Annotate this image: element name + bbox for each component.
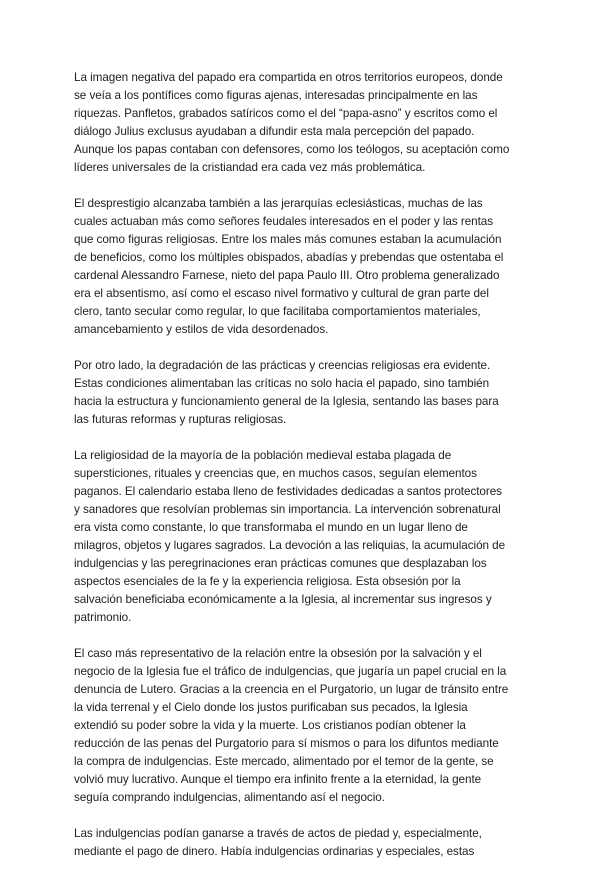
text-line: Las indulgencias podían ganarse a través de actos de piedad y, especialmente, bbox=[74, 827, 482, 840]
text-line: paganos. El calendario estaba lleno de festividades dedicadas a santos protectores bbox=[74, 485, 502, 498]
text-line: aspectos esenciales de la fe y la experiencia religiosa. Esta obsesión por la bbox=[74, 575, 461, 588]
text-line: amancebamiento y estilos de vida desordenados. bbox=[74, 323, 329, 336]
text-line: la compra de indulgencias. Este mercado, alimentado por el temor de la gente, se bbox=[74, 755, 494, 768]
text-line: indulgencias y las peregrinaciones eran prácticas comunes que desplazaban los bbox=[74, 557, 487, 570]
text-line: hacia la estructura y funcionamiento general de la Iglesia, sentando las bases para bbox=[74, 395, 499, 408]
paragraph-indulgence-types bbox=[74, 825, 526, 861]
text-line: La imagen negativa del papado era compartida en otros territorios europeos, donde bbox=[74, 71, 503, 84]
text-line: Por otro lado, la degradación de las prácticas y creencias religiosas era evidente. bbox=[74, 359, 491, 372]
paragraph-indulgence-trade bbox=[74, 645, 526, 807]
text-line: extendió su poder sobre la vida y la muerte. Los cristianos podían obtener la bbox=[74, 719, 466, 732]
text-line: se veía a los pontífices como figuras ajenas, interesadas principalmente en las bbox=[74, 89, 478, 102]
text-line: negocio de la Iglesia fue el tráfico de indulgencias, que jugaría un papel crucial en la bbox=[74, 665, 507, 678]
text-line: cuales actuaban más como señores feudales interesados en el poder y las rentas bbox=[74, 215, 494, 228]
text-line: mediante el pago de dinero. Había indulgencias ordinarias y especiales, estas bbox=[74, 845, 475, 858]
paragraph-religious-degradation bbox=[74, 357, 526, 429]
document-body bbox=[74, 69, 526, 879]
paragraph-hierarchy-discredit bbox=[74, 195, 526, 339]
text-line: seguía comprando indulgencias, alimentando así el negocio. bbox=[74, 791, 385, 804]
text-line: milagros, objetos y lugares sagrados. La devoción a las reliquias, la acumulación de bbox=[74, 539, 506, 552]
text-line: La religiosidad de la mayoría de la población medieval estaba plagada de bbox=[74, 449, 452, 462]
text-line: Estas condiciones alimentaban las críticas no solo hacia el papado, sino también bbox=[74, 377, 490, 390]
text-line: las futuras reformas y rupturas religiosas. bbox=[74, 413, 287, 426]
text-line: riquezas. Panfletos, grabados satíricos como el del “papa-asno” y escritos como el bbox=[74, 107, 498, 120]
paragraph-medieval-religiosity bbox=[74, 447, 526, 627]
text-line: era vista como constante, lo que transformaba el mundo en un lugar lleno de bbox=[74, 521, 468, 534]
text-line: patrimonio. bbox=[74, 611, 132, 624]
text-line: Aunque los papas contaban con defensores, como los teólogos, su aceptación como bbox=[74, 143, 510, 156]
text-line: clero, tanto secular como regular, lo que facilitaba comportamientos materiales, bbox=[74, 305, 481, 318]
paragraph-papal-image bbox=[74, 69, 526, 177]
text-line: era el absentismo, así como el escaso nivel formativo y cultural de gran parte del bbox=[74, 287, 489, 300]
text-line: denuncia de Lutero. Gracias a la creencia en el Purgatorio, un lugar de tránsito entre bbox=[74, 683, 509, 696]
text-line: la vida terrenal y el Cielo donde los justos purificaban sus pecados, la Iglesia bbox=[74, 701, 468, 714]
text-line: supersticiones, rituales y creencias que, en muchos casos, seguían elementos bbox=[74, 467, 477, 480]
text-line: volvió muy lucrativo. Aunque el tiempo era infinito frente a la eternidad, la gente bbox=[74, 773, 482, 786]
text-line: diálogo Julius exclusus ayudaban a difundir esta mala percepción del papado. bbox=[74, 125, 475, 138]
text-line: El desprestigio alcanzaba también a las jerarquías eclesiásticas, muchas de las bbox=[74, 197, 483, 210]
text-line: líderes universales de la cristiandad era cada vez más problemática. bbox=[74, 161, 426, 174]
text-line: salvación beneficiaba económicamente a la Iglesia, al incrementar sus ingresos y bbox=[74, 593, 492, 606]
text-line: cardenal Alessandro Farnese, nieto del papa Paulo III. Otro problema generalizado bbox=[74, 269, 500, 282]
text-line: reducción de las penas del Purgatorio para sí mismos o para los difuntos mediante bbox=[74, 737, 499, 750]
text-line: que como figuras religiosas. Entre los males más comunes estaban la acumulación bbox=[74, 233, 502, 246]
text-line: de beneficios, como los múltiples obispados, abadías y prebendas que ostentaba el bbox=[74, 251, 504, 264]
text-line: El caso más representativo de la relación entre la obsesión por la salvación y el bbox=[74, 647, 482, 660]
text-line: y sanadores que resolvían problemas sin importancia. La intervención sobrenatural bbox=[74, 503, 501, 516]
